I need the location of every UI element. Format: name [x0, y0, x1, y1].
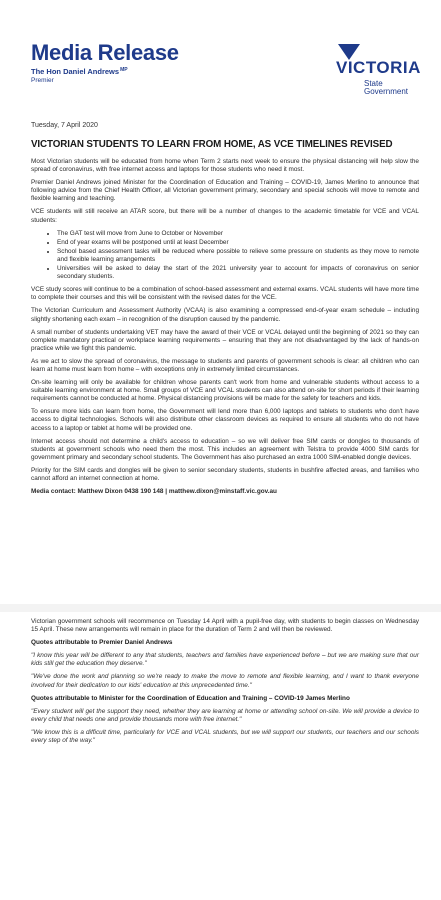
- quote: "We've done the work and planning so we're ready to make the move to remote and flexible learning, and I want to thank everyone involved for their dedication to our kids' education at this unprecedented time.": [31, 673, 419, 689]
- list-item: • The GAT test will move from June to October or November: [57, 230, 419, 238]
- logo-subtitle: [364, 80, 408, 97]
- logo-sub-line2: Government: [364, 87, 409, 97]
- quote: "We know this is a difficult time, particularly for VCE and VCAL students, but we will support our students, our teachers and our schools every step of the way.": [31, 728, 419, 745]
- media-contact: Media contact: Matthew Dixon 0438 190 148 | matthew.dixon@minstaff.vic.gov.au: [31, 488, 277, 496]
- release-page-two: [31, 618, 419, 750]
- page-break: [0, 604, 441, 612]
- release-body: [31, 158, 419, 501]
- paragraph: Premier Daniel Andrews joined Minister for the Coordination of Education and Training – COVID-19, James Merlino to announce that following advice from the Chief Health Officer, all Victorian government primary, secondary and special schools will move to remote and flexible learning and teaching.: [31, 179, 419, 203]
- quotes-heading-minister: Quotes attributable to Minister for the Coordination of Education and Training – COVID-19 James Merlino: [31, 694, 350, 702]
- minister-name-text: The Hon Daniel Andrews: [31, 67, 120, 76]
- minister-name: [31, 68, 128, 76]
- list-item: • School based assessment tasks will be reduced where possible to relieve some pressure on students as they move to remote and flexible learning arrangements: [57, 248, 419, 264]
- paragraph: The Victorian Curriculum and Assessment Authority (VCAA) is also examining a compressed end-of-year exam schedule – including slightly shortening each exam – in recognition of the disruption caused by the pandemic.: [31, 307, 419, 323]
- release-headline: VICTORIAN STUDENTS TO LEARN FROM HOME, AS VCE TIMELINES REVISED: [31, 139, 393, 150]
- paragraph: Victorian government schools will recommence on Tuesday 14 April with a pupil-free day, with students to begin classes on Wednesday 15 April. These new arrangements will remain in place for the duration of Term 2 and will then be reviewed.: [31, 618, 419, 634]
- paragraph: VCE study scores will continue to be a combination of school-based assessment and external exams. VCAL students will have more time to complete their courses and this will be consistent with the revised dates for the VCE.: [31, 286, 419, 302]
- paragraph: As we act to slow the spread of coronavirus, the message to students and parents of government schools is clear: all children who can learn at home must learn from home – with exceptions only in extremely limited circumstances.: [31, 357, 419, 373]
- paragraph: On-site learning will only be available for children whose parents can't work from home and vulnerable students without access to a suitable learning environment at home. Small groups of VCE and VCAL students can also attend on-site for short periods if their learning requirements cannot be conducted at home. Physical distancing provisions will be made for the safety for teachers and kids.: [31, 379, 419, 403]
- paragraph: Internet access should not determine a child's access to education – so we will deliver free SIM cards or dongles to thousands of students at government schools who need them the most. This includes an agreement with Telstra to provide 4000 SIM cards for government primary and secondary school students. The Government has also purchased an extra 1000 SIM-enabled dongle devices.: [31, 437, 419, 461]
- victoria-state-government-logo: [336, 44, 421, 104]
- release-date: Tuesday, 7 April 2020: [31, 122, 98, 129]
- logo-sub-line1: State: [364, 79, 383, 88]
- minister-suffix: MP: [120, 67, 128, 73]
- minister-role: Premier: [31, 77, 54, 84]
- media-release-title: Media Release: [31, 40, 179, 65]
- quotes-heading-premier: Quotes attributable to Premier Daniel Andrews: [31, 639, 173, 647]
- vce-changes-list: [31, 230, 419, 282]
- paragraph: VCE students will still receive an ATAR score, but there will be a number of changes to the academic timetable for VCE and VCAL students:: [31, 208, 419, 224]
- paragraph: A small number of students undertaking VET may have the award of their VCE or VCAL delayed until the beginning of 2021 so they can complete mandatory practical or workplace learning requirements – ensuring that they are not disadvantaged by the lack of hands-on practice while we fight this pandemic.: [31, 328, 419, 352]
- list-item: • Universities will be asked to delay the start of the 2021 university year to account for impacts of coronavirus on senior secondary students.: [57, 265, 419, 281]
- quote: "Every student will get the support they need, whether they are learning at home or attending school on-site. We will provide a device to every child that needs one and provide thousands more with free internet.": [31, 707, 419, 723]
- logo-wordmark: VICTORIA: [336, 58, 421, 77]
- paragraph: Most Victorian students will be educated from home when Term 2 starts next week to ensure the physical distancing will help slow the spread of coronavirus, with free internet access and laptops for those students who need it most.: [31, 158, 419, 174]
- paragraph: To ensure more kids can learn from home, the Government will lend more than 6,000 laptops and tablets to students who don't have access to digital technologies. Schools will also distribute other classroom devices as required to ensure all students who do not have access to a laptop or tablet at home will be provided one.: [31, 408, 419, 432]
- paragraph: Priority for the SIM cards and dongles will be given to senior secondary students, students in bushfire affected areas, and families who cannot afford an internet connection at home.: [31, 466, 419, 482]
- list-item: • End of year exams will be postponed until at least December: [57, 239, 419, 247]
- quote: "I know this year will be different to any that students, teachers and families have experienced before – but we are making sure that our kids still get the education they deserve.": [31, 652, 419, 668]
